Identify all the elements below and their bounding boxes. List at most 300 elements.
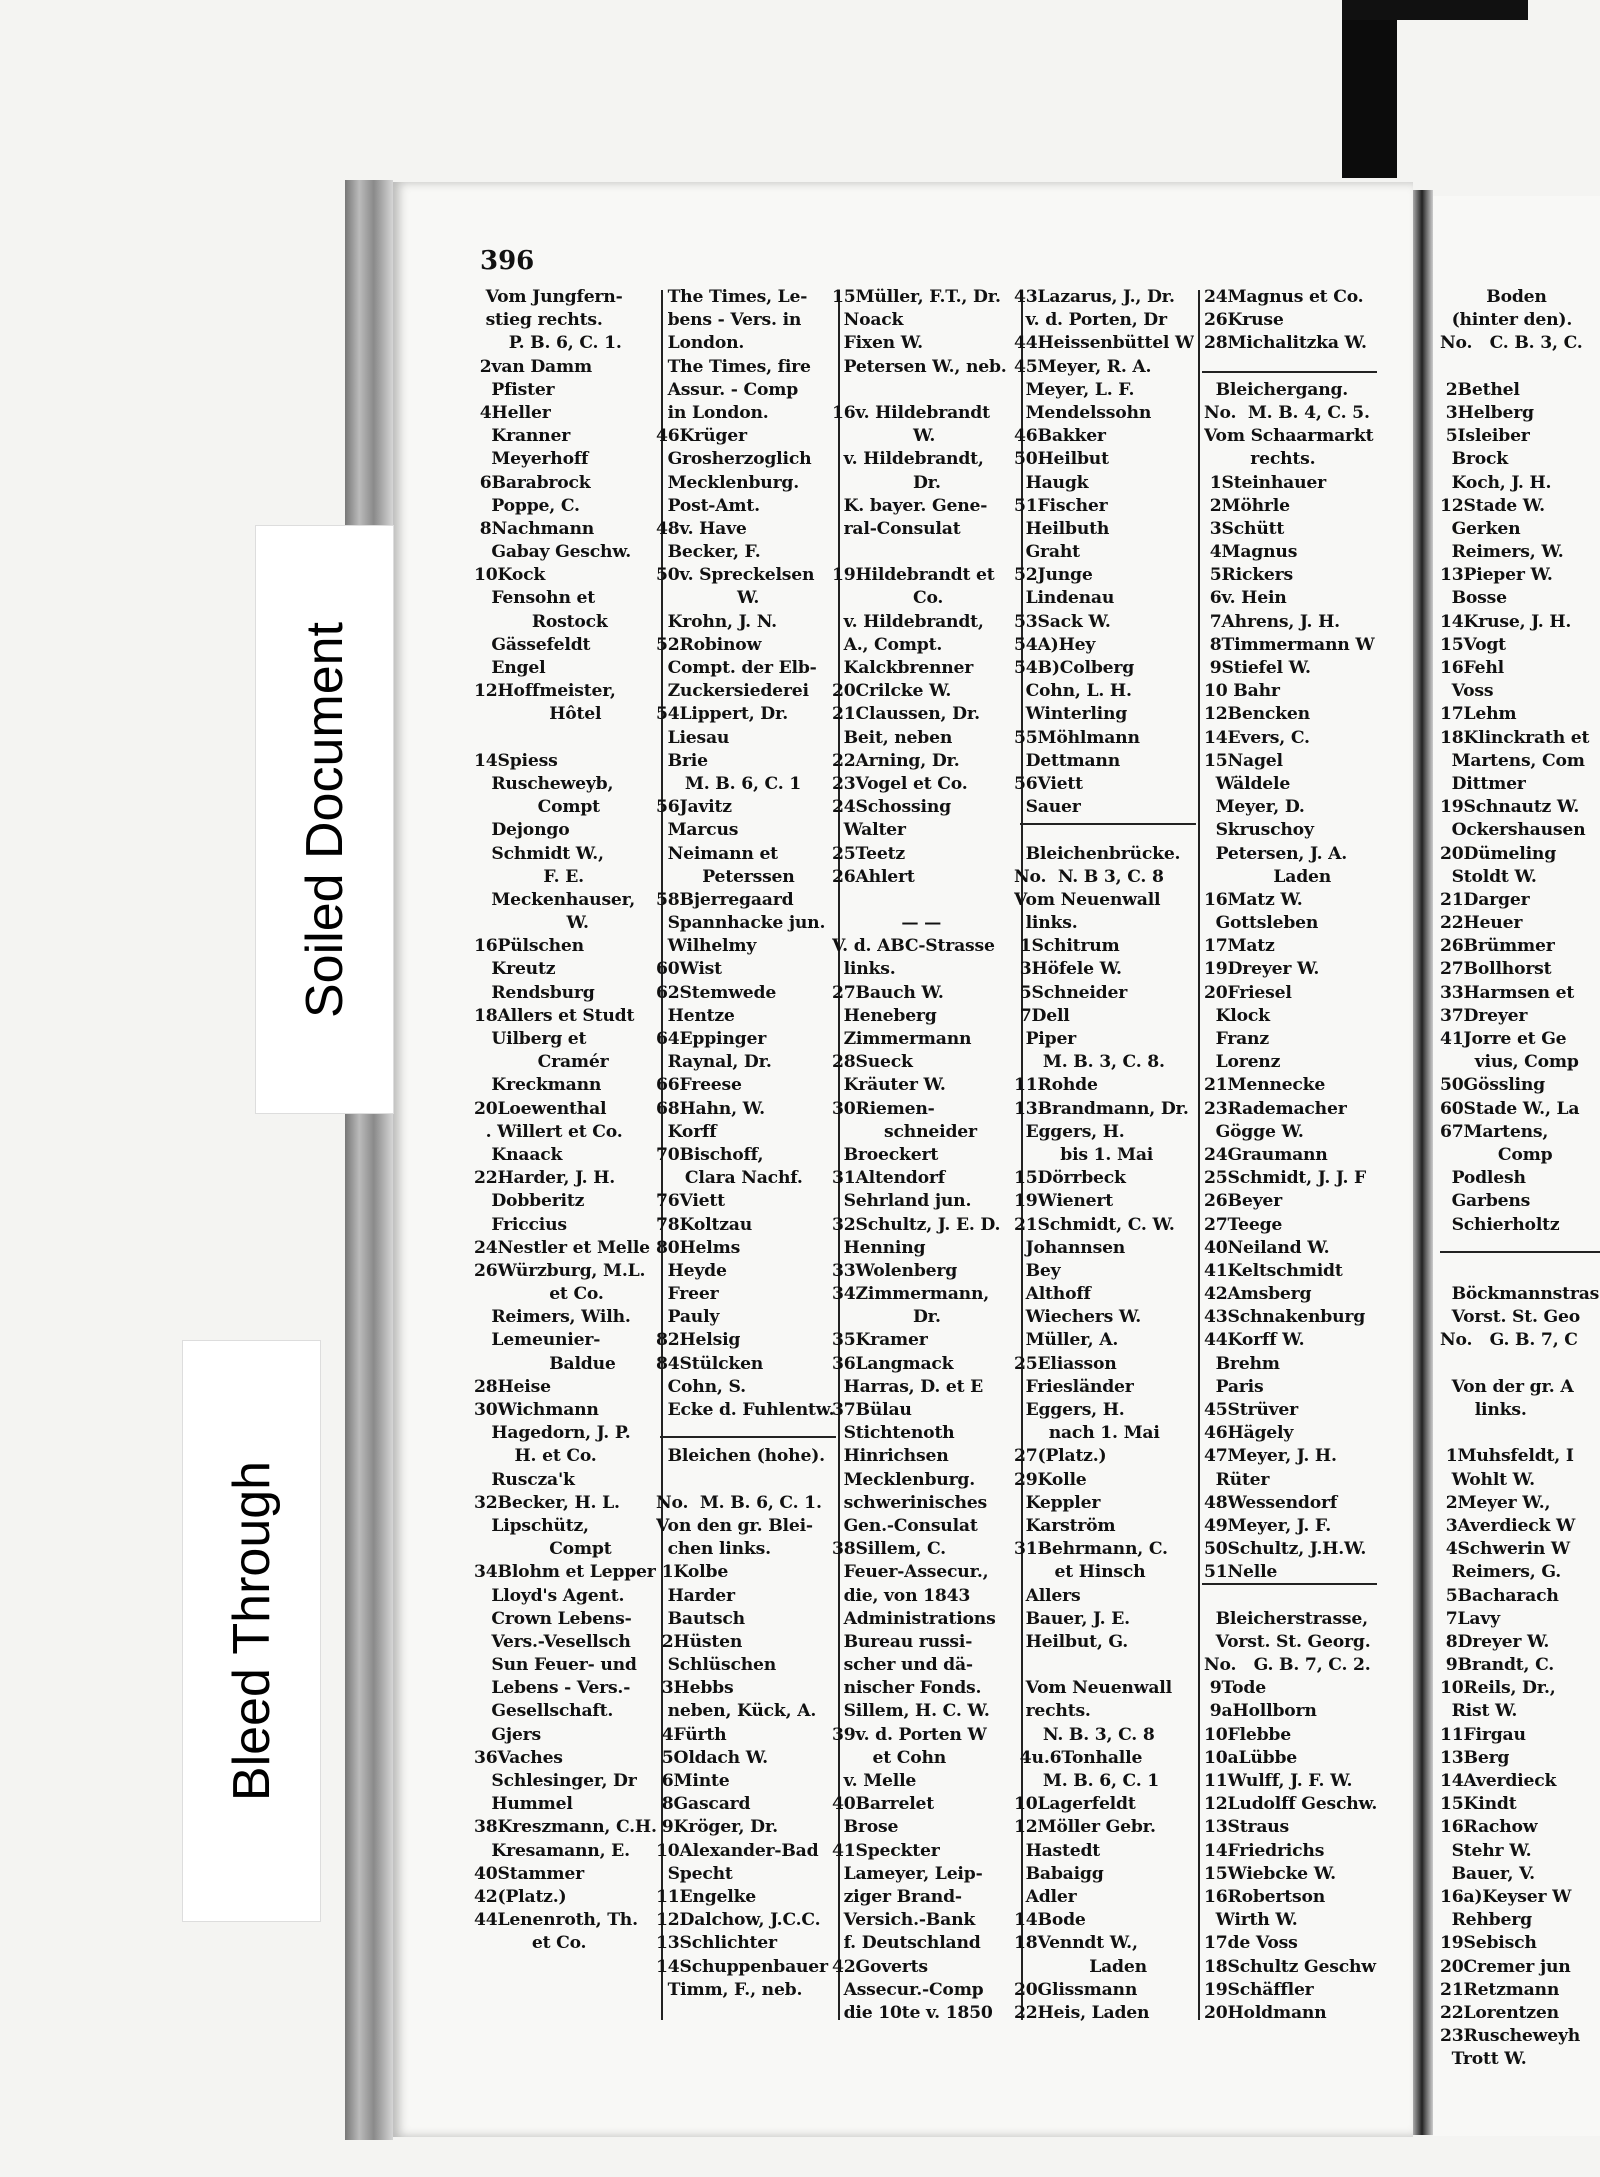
directory-entry: Kreutz [474,959,556,980]
directory-entry [1014,1654,1194,1677]
directory-entry: Mecklenburg. [656,472,800,493]
directory-entry: 13Berg [1440,1747,1510,1768]
directory-entry: Ruscza'k [474,1469,575,1490]
directory-entry: 17de Voss [1204,1933,1298,1954]
directory-entry: 54A)Hey [1014,634,1096,655]
directory-entry: Wohlt W. [1440,1469,1535,1490]
directory-entry: Raynal, Dr. [656,1052,772,1073]
dark-top-band [1342,0,1528,20]
directory-entry: Rehberg [1440,1910,1532,1931]
directory-entry: 14Friedrichs [1204,1840,1325,1861]
directory-entry: Laden [1014,1956,1147,1977]
directory-entry: bis 1. Mai [1014,1144,1154,1165]
book-spine [345,180,393,2140]
directory-entry: in London. [656,402,769,423]
directory-entry: 54B)Colberg [1014,658,1135,678]
directory-entry: Voss [1440,681,1494,702]
directory-entry: Piper [1014,1029,1077,1049]
directory-entry: Rist W. [1440,1701,1518,1722]
directory-entry: Comp [1440,1144,1553,1165]
directory-entry: Hummel [474,1794,573,1815]
directory-entry: The Times, Le- [656,287,808,307]
directory-entry: Baldue [474,1353,616,1374]
directory-entry: 4Heller [474,402,551,423]
directory-entry: schwerinisches [832,1492,987,1513]
directory-entry: 21Retzmann [1440,1979,1560,2000]
directory-entry [832,379,1007,402]
directory-entry: 21Darger [1440,889,1530,910]
directory-entry: 10Lagerfeldt [1014,1794,1136,1815]
directory-entry: Wäldele [1204,773,1291,794]
directory-entry: 43Lazarus, J., Dr. [1014,287,1175,307]
directory-entry: Walter [832,820,906,841]
directory-entry: 2Bethel [1440,379,1520,400]
directory-entry: 70Bischoff, [656,1144,764,1165]
directory-entry: 60Wist [656,959,722,980]
directory-entry: 37Bülau [832,1400,912,1420]
directory-entry: 29Kolle [1014,1469,1087,1490]
directory-entry: 15Wiebcke W. [1204,1863,1336,1884]
directory-entry: Broeckert [832,1144,939,1165]
directory-entry: 16Robertson [1204,1886,1326,1907]
directory-entry: Boden [1440,287,1547,307]
directory-entry: 68Hahn, W. [656,1098,765,1119]
directory-entry: Gesellschaft. [474,1701,614,1722]
directory-entry: 44Heissenbüttel W [1014,333,1195,354]
directory-entry: Meyerhoff [474,449,589,470]
directory-entry: Spannhacke jun. [656,913,826,934]
directory-entry: Vorst. St. Geo [1440,1307,1581,1328]
directory-entry: nach 1. Mai [1014,1423,1160,1444]
directory-entry: Dr. [832,472,941,493]
directory-entry: Gottsleben [1204,913,1319,934]
directory-entry: Gabay Geschw. [474,542,631,563]
directory-entry: 84Stülcken [656,1353,764,1374]
directory-entry: 28Michalitzka W. [1204,333,1367,354]
directory-entry: Hastedt [1014,1840,1101,1861]
directory-entry: Freer [656,1284,719,1305]
directory-entry: 14Averdieck [1440,1771,1557,1791]
directory-entry: H. et Co. [474,1446,597,1467]
directory-entry: 52Robinow [656,634,762,655]
directory-entry: Gjers [474,1724,541,1745]
directory-entry: Karström [1014,1515,1116,1536]
directory-entry: 27Bollhorst [1440,959,1552,980]
directory-entry: Bleicherstrasse, [1204,1608,1368,1629]
directory-entry: 12Stade W. [1440,495,1545,516]
directory-entry [832,889,1007,912]
directory-entry: Vers.-Vesellsch [474,1631,631,1652]
directory-entry: 15Nagel [1204,750,1283,771]
directory-entry: 50Gössling [1440,1075,1545,1096]
directory-entry: Schierholtz [1440,1214,1560,1235]
directory-entry: 36Vaches [474,1747,563,1768]
directory-entry: 26Kruse [1204,310,1284,331]
directory-entry: Brose [832,1817,899,1838]
directory-entry: 11Rohde [1014,1075,1098,1096]
directory-entry: Paris [1204,1376,1264,1397]
directory-entry: Klock [1204,1005,1270,1026]
directory-entry: Bleichergang. [1204,379,1349,400]
directory-entry [1440,1353,1600,1376]
directory-entry: 25Schmidt, J. J. F [1204,1168,1367,1189]
directory-entry: 15Vogt [1440,634,1506,655]
directory-entry: Meyer, L. F. [1014,379,1135,400]
directory-entry: . Willert et Co. [474,1121,623,1142]
directory-entry: Franz [1204,1029,1269,1049]
directory-entry: Böckmannstras [1440,1284,1600,1305]
directory-entry: Timm, F., neb. [656,1979,803,2000]
directory-entry: 32Schultz, J. E. D. [832,1214,1001,1235]
directory-entry: Koch, J. H. [1440,472,1552,493]
directory-entry: Bey [1014,1260,1061,1281]
directory-entry: 40Neiland W. [1204,1237,1330,1258]
directory-entry: 49Meyer, J. F. [1204,1515,1331,1536]
directory-entry: Becker, F. [656,542,761,563]
directory-entry: chen links. [656,1539,771,1560]
directory-entry: Ockershausen [1440,820,1586,841]
directory-entry: Lipschütz, [474,1515,589,1536]
directory-entry: 22Heis, Laden [1014,2002,1150,2023]
directory-entry: A., Compt. [832,634,943,655]
directory-entry: 19Dreyer W. [1204,959,1320,980]
directory-entry: 19Schnautz W. [1440,797,1580,818]
directory-entry: Kranner [474,426,571,447]
directory-entry: Versich.-Bank [832,1910,976,1931]
directory-entry: 35Kramer [832,1330,928,1351]
soiled-document-label [255,525,394,1114]
directory-entry: Skruschoy [1204,820,1314,841]
directory-entry: Podlesh [1440,1168,1526,1189]
directory-entry: 67Martens, [1440,1121,1549,1142]
directory-entry: Müller, A. [1014,1330,1119,1351]
directory-entry: 15Dörrbeck [1014,1168,1126,1189]
directory-entry: 32Becker, H. L. [474,1492,620,1513]
directory-entry: Rüter [1204,1469,1270,1490]
directory-entry: 45Strüver [1204,1400,1298,1420]
directory-entry: 15Müller, F.T., Dr. [832,287,1001,307]
directory-entry: Mecklenburg. [832,1469,976,1490]
directory-entry: 82Helsig [656,1330,741,1351]
directory-entry: 3Helberg [1440,402,1534,423]
directory-entry: Eggers, H. [1014,1400,1125,1420]
directory-entry: 58Bjerregaard [656,889,794,910]
directory-entry: Kalckbrenner [832,658,974,678]
directory-entry [656,1422,834,1445]
directory-column [1440,286,1600,2071]
directory-entry: 4Magnus [1204,542,1298,563]
directory-entry: 23Ruscheweyh [1440,2026,1581,2047]
directory-entry: Schlüschen [656,1655,777,1676]
directory-entry: Compt [474,1539,612,1560]
directory-entry: Vom Neuenwall [1014,1678,1172,1699]
directory-entry: rechts. [1014,1701,1091,1722]
directory-entry: Ruscheweyb, [474,773,614,794]
directory-entry [1204,1585,1377,1608]
directory-column [474,286,657,1956]
directory-entry [656,1469,834,1492]
directory-entry: 36Langmack [832,1353,954,1374]
directory-entry: Kräuter W. [832,1075,946,1096]
directory-entry: 1Kolbe [656,1562,729,1583]
directory-entry: Liesau [656,727,730,748]
directory-entry: Zimmermann [832,1029,972,1049]
directory-entry: Dettmann [1014,750,1121,771]
directory-entry: Lorenz [1204,1052,1281,1073]
directory-entry: 13Straus [1204,1817,1290,1838]
directory-entry: Poppe, C. [474,495,580,516]
directory-entry: 19Schäffler [1204,1979,1314,2000]
directory-entry: K. bayer. Gene- [832,495,988,516]
directory-entry: Co. [832,588,944,609]
directory-entry: 10aLübbe [1204,1747,1298,1768]
directory-entry: 14Schuppenbauer [656,1956,828,1977]
directory-entry: Vorst. St. Georg. [1204,1631,1371,1652]
directory-entry: scher und dä- [832,1655,973,1676]
directory-entry: No. M. B. 4, C. 5. [1204,402,1370,423]
directory-entry: nischer Fonds. [832,1678,982,1699]
directory-entry: 17Lehm [1440,704,1517,725]
directory-entry: v. d. Porten, Dr [1014,310,1167,331]
directory-entry: 42Amsberg [1204,1284,1312,1305]
directory-entry: Dejongo [474,820,570,841]
directory-entry: 51Nelle [1204,1562,1278,1583]
directory-entry: Feuer-Assecur., [832,1562,989,1583]
directory-entry: 34Blohm et Lepper [474,1562,656,1583]
directory-entry: Lameyer, Leip- [832,1863,983,1884]
directory-entry: ziger Brand- [832,1886,962,1907]
directory-entry: Wilhelmy [656,936,757,957]
directory-entry: 2Möhrle [1204,495,1290,516]
directory-entry: 1Schitrum [1014,936,1120,957]
directory-entry: 45Meyer, R. A. [1014,356,1152,377]
directory-entry [1440,1237,1600,1260]
directory-entry: Fixen W. [832,333,923,354]
directory-entry: 20Dümeling [1440,843,1557,864]
directory-entry: 33Harmsen et [1440,982,1575,1003]
directory-entry: 12Ludolff Geschw. [1204,1794,1378,1815]
directory-entry: 21Schmidt, C. W. [1014,1214,1175,1235]
directory-entry: 5Rickers [1204,565,1293,586]
directory-entry: 12Bencken [1204,704,1310,725]
directory-entry: 25Eliasson [1014,1353,1117,1374]
directory-entry: Cohn, L. H. [1014,681,1132,702]
directory-entry: Harder [656,1585,735,1606]
directory-entry: 3Höfele W. [1014,959,1122,980]
directory-entry: M. B. 3, C. 8. [1014,1052,1165,1073]
directory-entry: 20Friesel [1204,982,1292,1003]
directory-entry: Babaigg [1014,1863,1104,1884]
directory-entry: 20Crilcke W. [832,681,952,702]
directory-entry: 30Riemen- [832,1098,935,1119]
directory-entry: Administrations [832,1608,996,1629]
book-gutter [1413,190,1433,2135]
directory-entry: die, von 1843 [832,1585,971,1606]
directory-entry: 4Fürth [656,1724,727,1745]
directory-entry [1440,1260,1600,1283]
directory-entry: Dobberitz [474,1191,585,1212]
directory-entry: Kreckmann [474,1075,602,1096]
directory-entry: Brie [656,750,708,771]
directory-entry: Lemeunier- [474,1330,601,1351]
directory-entry: 27Teege [1204,1214,1283,1235]
directory-entry: W. [832,426,936,447]
directory-column [1014,286,1194,2025]
directory-entry: Hagedorn, J. P. [474,1423,631,1444]
directory-entry: 19Wienert [1014,1191,1114,1212]
directory-entry: Gässefeldt [474,634,591,655]
directory-entry: Schmidt W., [474,843,604,864]
directory-entry: Martens, Com [1440,750,1585,771]
directory-entry: Harras, D. et E [832,1376,984,1397]
directory-entry: 8Gascard [656,1794,751,1815]
directory-entry [832,541,1007,564]
directory-entry: links. [1014,913,1078,934]
directory-entry: 10Flebbe [1204,1724,1291,1745]
directory-entry: 24Magnus et Co. [1204,287,1364,307]
directory-entry: 62Stemwede [656,982,777,1003]
directory-entry: Reimers, W. [1440,542,1564,563]
directory-entry: 20Cremer jun [1440,1956,1571,1977]
directory-entry: Lebens - Vers.- [474,1678,631,1699]
directory-entry: Gerken [1440,518,1521,539]
directory-entry: 13Pieper W. [1440,565,1553,586]
directory-entry: 44Korff W. [1204,1330,1305,1351]
column-rule [1198,290,1200,2020]
directory-entry: 78Koltzau [656,1214,753,1235]
directory-entry: 14Kruse, J. H. [1440,611,1572,632]
directory-entry: Hôtel [474,704,602,725]
directory-entry: Henning [832,1237,926,1258]
directory-entry: Petersen W., neb. [832,356,1007,377]
directory-entry: Vom Neuenwall [1014,889,1161,910]
directory-entry: Post-Amt. [656,495,760,516]
directory-entry: 10Kock [474,565,546,586]
directory-entry: 41Keltschmidt [1204,1260,1343,1281]
directory-entry: Sehrland jun. [832,1191,972,1212]
directory-entry: 8Dreyer W. [1440,1631,1550,1652]
directory-entry: 43Schnakenburg [1204,1307,1366,1328]
directory-entry: Friccius [474,1214,567,1235]
directory-entry: 37Dreyer [1440,1005,1528,1026]
directory-entry: 14Bode [1014,1910,1086,1931]
directory-entry: Heilbut, G. [1014,1631,1129,1652]
directory-entry: 34Zimmermann, [832,1284,990,1305]
directory-entry: 10 Bahr [1204,681,1280,702]
directory-entry: 26Ahlert [832,866,915,887]
directory-entry: 12Möller Gebr. [1014,1817,1156,1838]
directory-entry: Lloyd's Agent. [474,1585,625,1606]
directory-entry: v. Hildebrandt, [832,611,984,632]
directory-entry: 17Matz [1204,936,1275,957]
directory-entry: Cohn, S. [656,1376,746,1397]
directory-entry: Pauly [656,1307,720,1328]
directory-entry: 14Evers, C. [1204,727,1310,748]
directory-entry: The Times, fire [656,356,811,377]
directory-entry: Cramér [474,1052,609,1073]
directory-entry: Friesländer [1014,1376,1134,1397]
directory-entry: 50v. Spreckelsen [656,565,815,586]
directory-entry: Heneberg [832,1005,937,1026]
directory-entry: et Cohn [832,1747,947,1768]
directory-entry: 41Jorre et Ge [1440,1029,1567,1049]
directory-entry [1440,356,1600,379]
directory-entry: No. G. B. 7, C [1440,1330,1578,1351]
directory-entry: Hentze [656,1005,735,1026]
directory-entry: Eggers, H. [1014,1121,1125,1142]
directory-entry: Wiechers W. [1014,1307,1142,1328]
directory-entry [1014,819,1194,842]
directory-entry: 31Altendorf [832,1168,945,1189]
directory-entry: 22Harder, J. H. [474,1168,616,1189]
directory-entry: Allers [1014,1585,1081,1606]
directory-entry: Reimers, Wilh. [474,1307,631,1328]
directory-column [1204,286,1377,2025]
directory-entry: Winterling [1014,704,1128,725]
directory-entry: 8Timmermann W [1204,634,1375,655]
directory-entry: 22Arning, Dr. [832,750,960,771]
directory-entry: 24Graumann [1204,1144,1328,1165]
directory-entry: 11Firgau [1440,1724,1526,1745]
directory-entry: 6Barabrock [474,472,591,493]
directory-entry: 50Heilbut [1014,449,1109,470]
directory-entry: Garbens [1440,1191,1531,1212]
directory-entry: 20Glissmann [1014,1979,1138,2000]
directory-entry: Dittmer [1440,773,1526,794]
directory-entry: Heyde [656,1260,727,1281]
directory-entry: 16Matz W. [1204,889,1303,910]
directory-entry: 9Kröger, Dr. [656,1817,778,1838]
directory-entry: Bureau russi- [832,1631,973,1652]
directory-entry: et Co. [474,1284,604,1305]
directory-column [656,286,834,2002]
directory-entry: 14Spiess [474,750,558,771]
directory-entry: 27(Platz.) [1014,1446,1107,1467]
directory-entry: 42(Platz.) [474,1886,567,1907]
directory-entry: 42Goverts [832,1956,928,1977]
directory-entry: bens - Vers. in [656,310,802,331]
directory-entry: N. B. 3, C. 8 [1014,1724,1155,1745]
directory-entry: Gen.-Consulat [832,1515,978,1536]
directory-entry: 9Tode [1204,1678,1266,1699]
directory-entry: Rendsburg [474,982,595,1003]
directory-entry: 22Heuer [1440,913,1523,934]
directory-entry: Beit, neben [832,727,953,748]
directory-entry: 40Stammer [474,1863,584,1884]
directory-entry: 60Stade W., La [1440,1098,1580,1119]
directory-entry: Uilberg et [474,1029,587,1049]
directory-entry: 19Sebisch [1440,1933,1537,1954]
directory-entry: 16Pülschen [474,936,584,957]
directory-entry: v. Melle [832,1771,917,1791]
directory-entry: Mendelssohn [1014,402,1152,423]
directory-entry: Trott W. [1440,2049,1527,2070]
directory-entry [1440,1422,1600,1445]
directory-entry: 16a)Keyser W [1440,1886,1572,1907]
directory-entry: 9Stiefel W. [1204,658,1311,678]
directory-entry: Haugk [1014,472,1089,493]
directory-entry: 48v. Have [656,518,747,539]
directory-entry: 6v. Hein [1204,588,1287,609]
directory-entry: Graht [1014,542,1080,563]
directory-entry: 5Oldach W. [656,1747,768,1768]
directory-entry: Bauer, V. [1440,1863,1535,1884]
directory-entry: Pfister [474,379,555,400]
directory-entry: 21Claussen, Dr. [832,704,980,725]
directory-entry: Wirth W. [1204,1910,1298,1931]
directory-entry: Korff [656,1121,717,1142]
directory-entry: 16Rachow [1440,1817,1538,1838]
